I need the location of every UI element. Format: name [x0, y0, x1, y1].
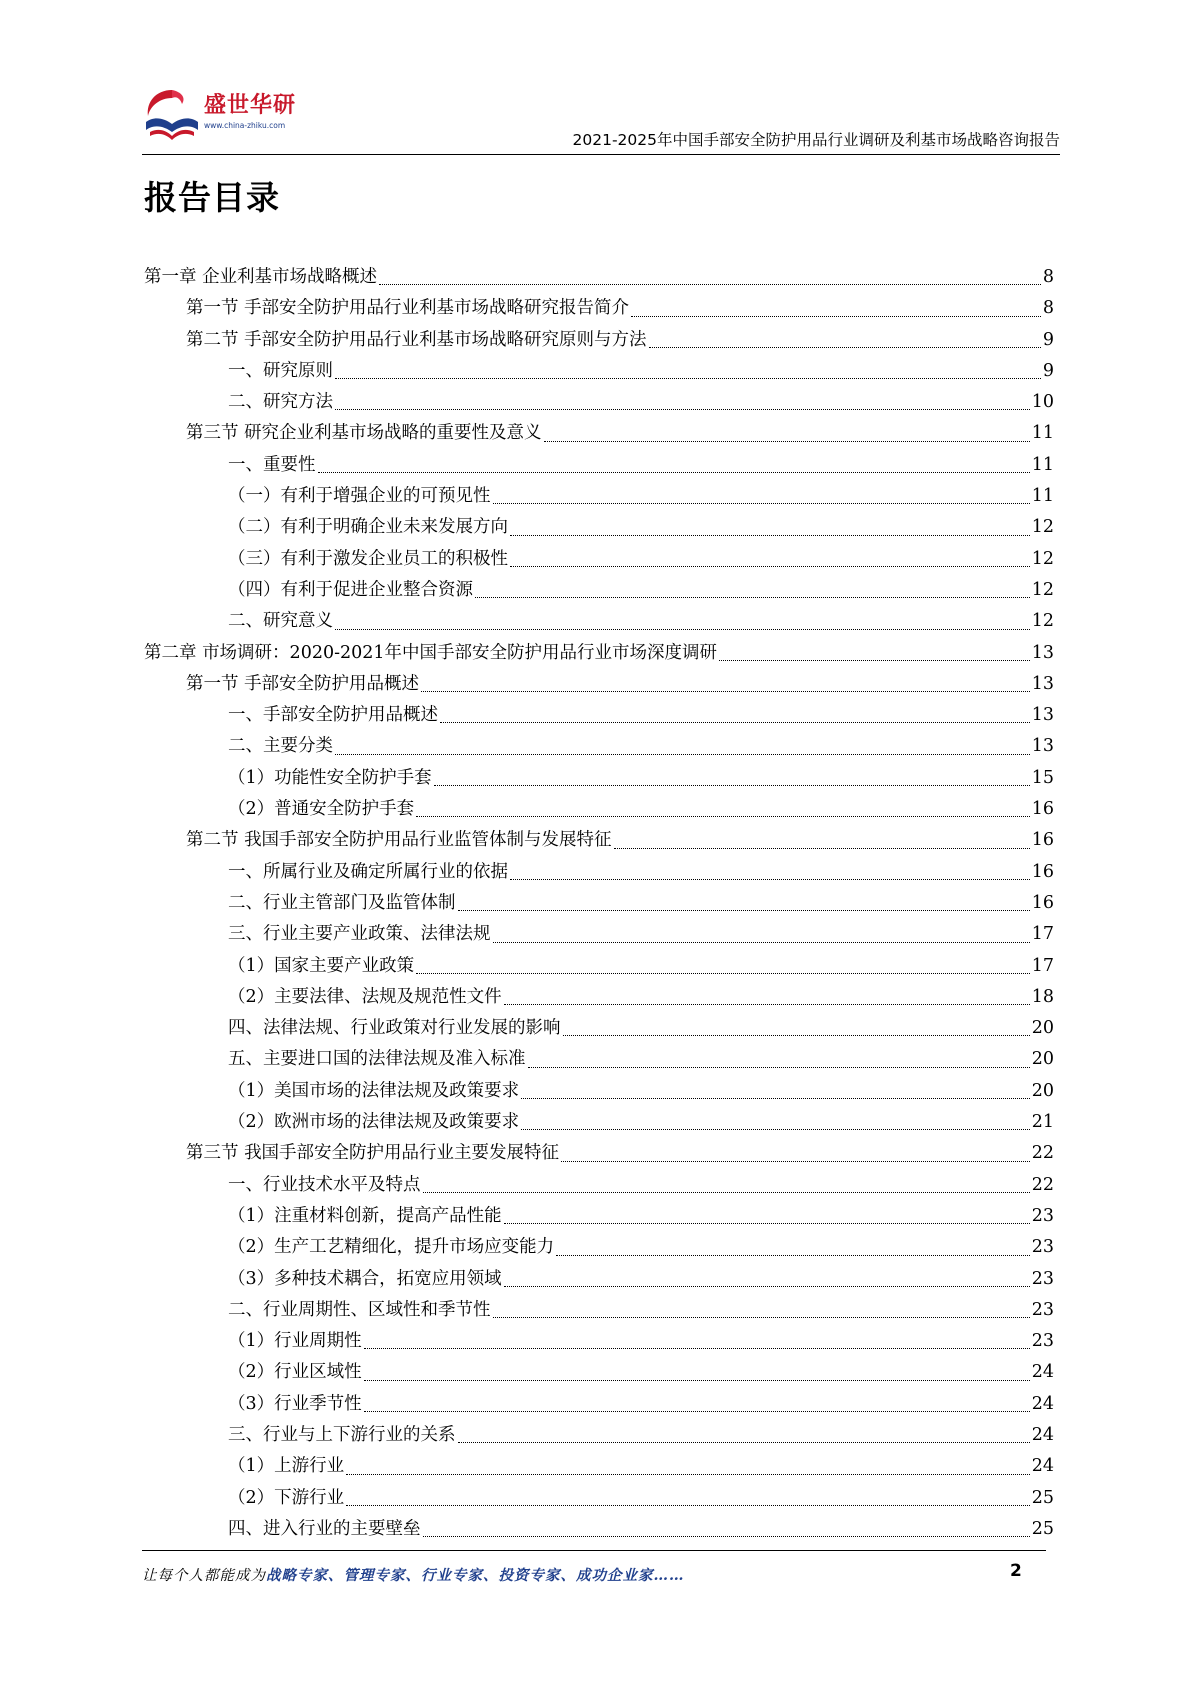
toc-entry-label: 二、主要分类	[228, 736, 333, 757]
report-title: 2021-2025年中国手部安全防护用品行业调研及利基市场战略咨询报告	[572, 131, 1060, 149]
toc-entry-label: 第三节 我国手部安全防护用品行业主要发展特征	[186, 1143, 560, 1164]
toc-leader-dots	[556, 1254, 1030, 1256]
toc-entry-label: 一、所属行业及确定所属行业的依据	[228, 861, 508, 882]
toc-leader-dots	[504, 1003, 1030, 1005]
toc-entry[interactable]	[144, 1264, 1054, 1295]
toc-entry-page: 15	[1031, 767, 1054, 788]
toc-leader-dots	[510, 565, 1030, 567]
toc-entry-label: 第二节 手部安全防护用品行业利基市场战略研究原则与方法	[186, 329, 647, 350]
toc-entry-page: 8	[1042, 298, 1054, 319]
toc-leader-dots	[493, 502, 1030, 504]
toc-leader-dots	[563, 1034, 1030, 1036]
footer-lead: 让每个人都能成为	[142, 1568, 266, 1584]
toc-leader-dots	[379, 283, 1041, 285]
toc-leader-dots	[335, 753, 1030, 755]
toc-entry[interactable]	[144, 1076, 1054, 1107]
toc-entry-page: 23	[1031, 1299, 1054, 1320]
toc-leader-dots	[416, 972, 1030, 974]
toc-entry-page: 9	[1042, 360, 1054, 381]
toc-leader-dots	[346, 1473, 1030, 1475]
toc-entry[interactable]	[144, 418, 1054, 449]
toc-entry-label: （二）有利于明确企业未来发展方向	[228, 517, 508, 538]
toc-entry-page: 25	[1031, 1518, 1054, 1539]
toc-entry-label: 第一节 手部安全防护用品行业利基市场战略研究报告简介	[186, 298, 630, 319]
toc-entry-label: 第一节 手部安全防护用品概述	[186, 673, 420, 694]
logo-name: 盛世华研	[204, 93, 297, 118]
toc-entry-page: 24	[1031, 1362, 1054, 1383]
toc-leader-dots	[561, 1160, 1030, 1162]
toc-entry[interactable]	[144, 919, 1054, 950]
toc-entry-page: 23	[1031, 1268, 1054, 1289]
toc-entry[interactable]	[144, 325, 1054, 356]
toc-entry-label: 二、行业周期性、区域性和季节性	[228, 1299, 491, 1320]
toc-leader-dots	[649, 346, 1041, 348]
toc-entry-page: 12	[1031, 548, 1054, 569]
toc-entry-label: （一）有利于增强企业的可预见性	[228, 486, 491, 507]
toc-entry[interactable]	[144, 763, 1054, 794]
toc-entry-label: 一、重要性	[228, 454, 316, 475]
toc-leader-dots	[364, 1379, 1030, 1381]
toc-entry-label: （3）行业季节性	[228, 1393, 362, 1414]
toc-entry[interactable]	[144, 606, 1054, 637]
toc-entry-page: 12	[1031, 579, 1054, 600]
toc-entry-label: （四）有利于促进企业整合资源	[228, 579, 473, 600]
toc-entry-page: 20	[1031, 1018, 1054, 1039]
page-number: 2	[1010, 1561, 1022, 1581]
toc-entry-page: 10	[1031, 392, 1054, 413]
toc-entry-page: 23	[1031, 1237, 1054, 1258]
toc-entry-label: 第一章 企业利基市场战略概述	[144, 267, 378, 287]
toc-leader-dots	[364, 1410, 1030, 1412]
toc-entry-label: （2）主要法律、法规及规范性文件	[228, 986, 502, 1007]
page-title: 报告目录	[144, 178, 280, 217]
toc-leader-dots	[458, 1441, 1030, 1443]
toc-entry-label: 一、行业技术水平及特点	[228, 1174, 421, 1195]
toc-entry-page: 17	[1031, 955, 1054, 976]
toc-entry-label: 三、行业主要产业政策、法律法规	[228, 924, 491, 945]
toc-entry-page: 9	[1042, 329, 1054, 350]
toc-entry-label: （2）行业区域性	[228, 1362, 362, 1383]
toc-leader-dots	[521, 1128, 1030, 1130]
toc-entry[interactable]	[144, 1107, 1054, 1138]
toc-entry-page: 13	[1031, 736, 1054, 757]
toc-entry[interactable]	[144, 1044, 1054, 1075]
toc-leader-dots	[631, 315, 1041, 317]
toc-entry[interactable]	[144, 825, 1054, 856]
toc-entry[interactable]	[144, 293, 1054, 324]
toc-leader-dots	[528, 1066, 1030, 1068]
toc-entry-page: 17	[1031, 924, 1054, 945]
toc-entry[interactable]	[144, 638, 1054, 669]
toc-entry[interactable]	[144, 731, 1054, 762]
toc-entry[interactable]	[144, 1420, 1054, 1451]
toc-entry[interactable]	[144, 1013, 1054, 1044]
header-divider	[142, 154, 1060, 155]
toc-entry[interactable]	[144, 575, 1054, 606]
toc-leader-dots	[423, 1191, 1030, 1193]
company-logo	[142, 84, 312, 148]
toc-leader-dots	[510, 878, 1030, 880]
footer-slogan	[142, 1564, 685, 1585]
toc-entry[interactable]	[144, 387, 1054, 418]
toc-entry[interactable]	[144, 982, 1054, 1013]
toc-entry-label: 一、手部安全防护用品概述	[228, 705, 438, 726]
toc-leader-dots	[504, 1285, 1030, 1287]
toc-entry[interactable]	[144, 951, 1054, 982]
toc-entry-page: 20	[1031, 1080, 1054, 1101]
toc-leader-dots	[318, 471, 1030, 473]
toc-entry[interactable]	[144, 512, 1054, 543]
toc-entry-page: 16	[1031, 799, 1054, 820]
toc-entry-label: （1）功能性安全防护手套	[228, 767, 432, 788]
toc-entry-label: （2）生产工艺精细化，提升市场应变能力	[228, 1237, 555, 1258]
toc-leader-dots	[493, 1316, 1030, 1318]
toc-leader-dots	[521, 1097, 1030, 1099]
logo-url: www.china-zhiku.com	[204, 121, 286, 130]
toc-entry[interactable]	[144, 481, 1054, 512]
toc-entry[interactable]	[144, 1170, 1054, 1201]
toc-entry-label: （1）美国市场的法律法规及政策要求	[228, 1080, 520, 1101]
toc-entry-label: （1）行业周期性	[228, 1331, 362, 1352]
toc-entry-label: 四、进入行业的主要壁垒	[228, 1518, 421, 1539]
toc-entry-label: （1）上游行业	[228, 1456, 345, 1477]
toc-entry-page: 23	[1031, 1331, 1054, 1352]
toc-entry-label: 三、行业与上下游行业的关系	[228, 1424, 456, 1445]
toc-entry[interactable]	[144, 1451, 1054, 1482]
toc-entry-page: 16	[1031, 892, 1054, 913]
toc-leader-dots	[346, 1504, 1030, 1506]
toc-entry-label: 第二节 我国手部安全防护用品行业监管体制与发展特征	[186, 830, 612, 851]
toc-entry-label: 二、行业主管部门及监管体制	[228, 892, 456, 913]
toc-leader-dots	[475, 596, 1030, 598]
toc-entry-label: （2）普通安全防护手套	[228, 799, 415, 820]
toc-leader-dots	[423, 1535, 1030, 1537]
toc-leader-dots	[458, 909, 1030, 911]
toc-leader-dots	[335, 628, 1030, 630]
toc-entry[interactable]	[144, 669, 1054, 700]
toc-entry-page: 18	[1031, 986, 1054, 1007]
toc-entry[interactable]	[144, 1138, 1054, 1169]
toc-entry-page: 22	[1031, 1143, 1054, 1164]
toc-entry-page: 24	[1031, 1393, 1054, 1414]
toc-entry[interactable]	[144, 700, 1054, 731]
toc-leader-dots	[510, 534, 1030, 536]
toc-entry-page: 24	[1031, 1456, 1054, 1477]
toc-entry-label: 第二章 市场调研：2020-2021年中国手部安全防护用品行业市场深度调研	[144, 642, 718, 663]
toc-leader-dots	[614, 847, 1030, 849]
toc-entry-page: 8	[1042, 267, 1054, 287]
table-of-contents	[144, 262, 1054, 1545]
toc-leader-dots	[719, 659, 1030, 661]
toc-entry-page: 24	[1031, 1424, 1054, 1445]
footer-ellipsis: ……	[653, 1567, 685, 1584]
toc-entry[interactable]	[144, 262, 1054, 293]
toc-entry-page: 12	[1031, 517, 1054, 538]
toc-leader-dots	[416, 815, 1030, 817]
toc-entry[interactable]	[144, 794, 1054, 825]
toc-entry-page: 13	[1031, 642, 1054, 663]
toc-entry[interactable]	[144, 1483, 1054, 1514]
toc-entry[interactable]	[144, 1357, 1054, 1388]
toc-entry-label: 一、研究原则	[228, 360, 333, 381]
toc-leader-dots	[434, 784, 1030, 786]
toc-entry-label: （2）下游行业	[228, 1487, 345, 1508]
toc-leader-dots	[440, 721, 1030, 723]
toc-leader-dots	[421, 690, 1030, 692]
toc-entry[interactable]	[144, 888, 1054, 919]
toc-entry-label: 二、研究方法	[228, 392, 333, 413]
footer-divider	[142, 1550, 1046, 1551]
toc-entry-page: 12	[1031, 611, 1054, 632]
toc-leader-dots	[335, 408, 1030, 410]
toc-entry-page: 20	[1031, 1049, 1054, 1070]
toc-leader-dots	[544, 440, 1030, 442]
footer-highlight: 战略专家、管理专家、行业专家、投资专家、成功企业家	[266, 1567, 654, 1584]
toc-entry-label: （3）多种技术耦合，拓宽应用领域	[228, 1268, 502, 1289]
toc-entry[interactable]	[144, 857, 1054, 888]
toc-entry-page: 13	[1031, 705, 1054, 726]
toc-entry-page: 16	[1031, 830, 1054, 851]
toc-entry-page: 16	[1031, 861, 1054, 882]
toc-entry-label: 四、法律法规、行业政策对行业发展的影响	[228, 1018, 561, 1039]
toc-entry[interactable]	[144, 450, 1054, 481]
toc-entry-page: 25	[1031, 1487, 1054, 1508]
toc-entry-label: （2）欧洲市场的法律法规及政策要求	[228, 1112, 520, 1133]
toc-entry[interactable]	[144, 356, 1054, 387]
toc-entry-label: 五、主要进口国的法律法规及准入标准	[228, 1049, 526, 1070]
toc-entry-page: 11	[1031, 423, 1054, 444]
toc-leader-dots	[493, 941, 1030, 943]
toc-entry-label: （1）注重材料创新，提高产品性能	[228, 1205, 502, 1226]
toc-entry-page: 21	[1031, 1112, 1054, 1133]
toc-entry[interactable]	[144, 544, 1054, 575]
toc-entry-page: 22	[1031, 1174, 1054, 1195]
page-header	[142, 78, 1060, 158]
toc-entry-page: 13	[1031, 673, 1054, 694]
toc-entry-page: 23	[1031, 1205, 1054, 1226]
toc-entry-label: （三）有利于激发企业员工的积极性	[228, 548, 508, 569]
toc-leader-dots	[335, 377, 1041, 379]
toc-leader-dots	[504, 1222, 1030, 1224]
toc-entry-page: 11	[1031, 486, 1054, 507]
toc-leader-dots	[364, 1347, 1030, 1349]
toc-entry[interactable]	[144, 1201, 1054, 1232]
toc-entry[interactable]	[144, 1389, 1054, 1420]
toc-entry-label: 二、研究意义	[228, 611, 333, 632]
toc-entry[interactable]	[144, 1232, 1054, 1263]
toc-entry-page: 11	[1031, 454, 1054, 475]
toc-entry[interactable]	[144, 1326, 1054, 1357]
toc-entry-label: 第三节 研究企业利基市场战略的重要性及意义	[186, 423, 542, 444]
logo-emblem-icon	[142, 84, 204, 146]
toc-entry[interactable]	[144, 1295, 1054, 1326]
toc-entry[interactable]	[144, 1514, 1054, 1545]
toc-entry-label: （1）国家主要产业政策	[228, 955, 415, 976]
